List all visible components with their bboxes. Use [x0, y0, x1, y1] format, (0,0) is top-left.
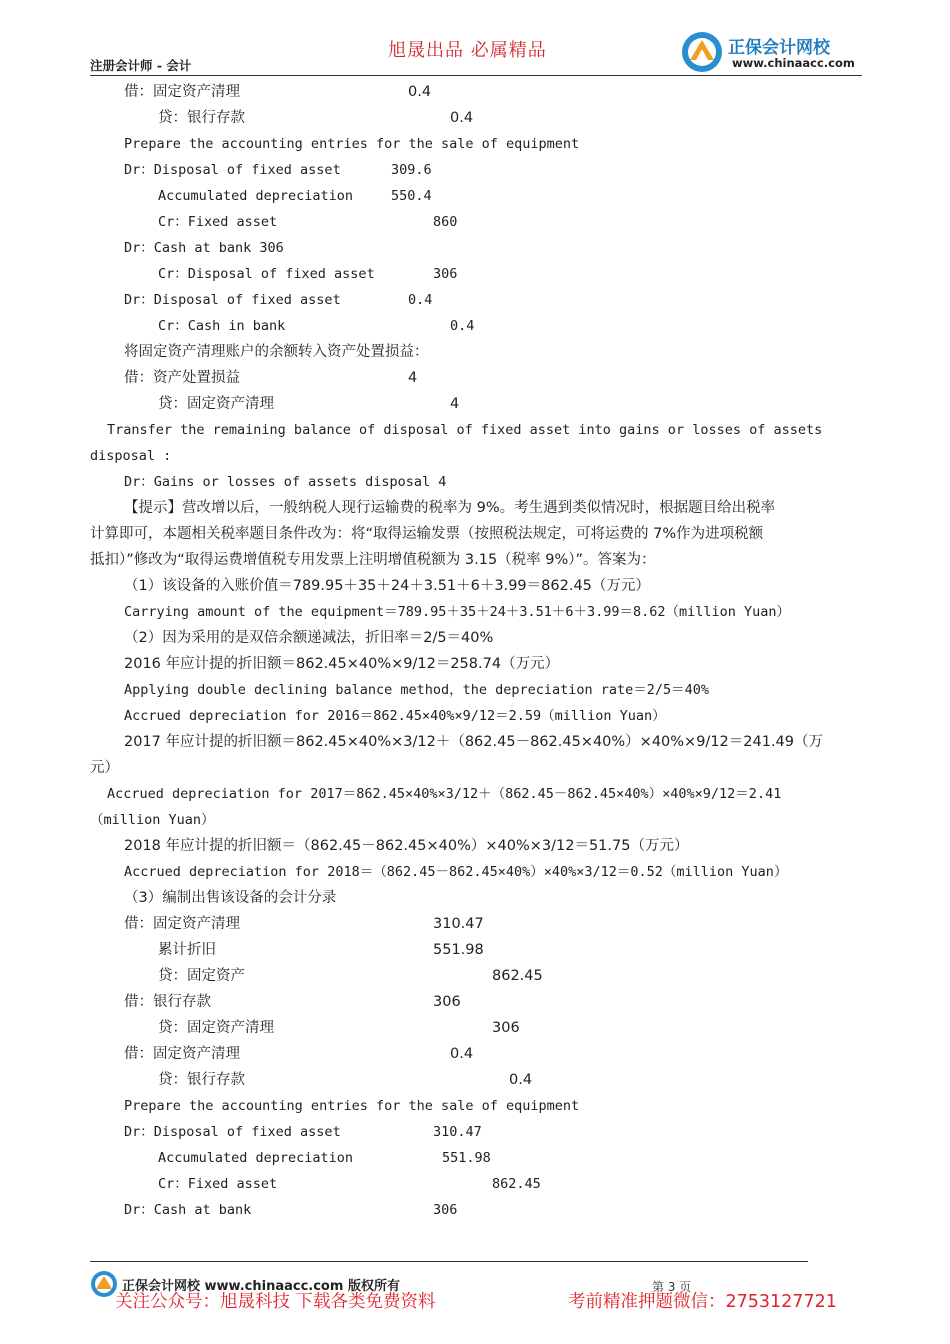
line-text: 元）: [90, 760, 119, 776]
line-text: （2）因为采用的是双倍余额递减法，折旧率＝2/5＝40%: [124, 630, 494, 646]
document-body: [90, 79, 860, 1223]
line-amount: 4: [408, 370, 418, 386]
text-line: [90, 495, 860, 521]
line-text: Applying double declining balance method，the depreciation rate＝2/5＝40%: [124, 682, 710, 698]
text-line: [90, 859, 860, 885]
line-text: Prepare the accounting entries for the sale of equipment: [124, 1098, 580, 1114]
line-text: 抵扣）”修改为“取得运费增值税专用发票上注明增值税额为 3.15（税率 9%）”。答案为：: [90, 552, 656, 568]
text-line: [90, 131, 860, 157]
text-line: [90, 1119, 860, 1145]
text-line: [90, 599, 860, 625]
text-line: [90, 261, 860, 287]
line-amount: 550.4: [391, 188, 432, 204]
text-line: [90, 547, 860, 573]
line-amount: 0.4: [450, 318, 475, 334]
line-text: Dr：Disposal of fixed asset: [124, 162, 341, 178]
line-amount: 0.4: [450, 1046, 474, 1062]
line-text: 贷：银行存款: [158, 1072, 245, 1088]
text-line: [90, 573, 860, 599]
line-text: Dr：Disposal of fixed asset: [124, 292, 341, 308]
line-amount: 310.47: [433, 916, 484, 932]
page-number: 第 3 页: [652, 1280, 692, 1294]
line-text: 2018 年应计提的折旧额＝（862.45－862.45×40%）×40%×3/12＝51.75（万元）: [124, 838, 689, 854]
text-line: [90, 235, 860, 261]
line-text: 贷：固定资产清理: [158, 396, 274, 412]
line-amount: 4: [450, 396, 460, 412]
line-text: （million Yuan）: [90, 812, 215, 828]
line-text: Cr：Fixed asset: [158, 1176, 278, 1192]
line-text: Cr：Disposal of fixed asset: [158, 266, 375, 282]
text-line: [90, 391, 860, 417]
header-slogan: 旭晟出品 必属精品: [388, 40, 547, 61]
line-amount: 0.4: [450, 110, 474, 126]
text-line: [90, 313, 860, 339]
page-header: [0, 0, 950, 80]
line-text: Cr：Cash in bank: [158, 318, 286, 334]
text-line: [90, 209, 860, 235]
line-amount: 0.4: [408, 292, 433, 308]
line-text: （3）编制出售该设备的会计分录: [124, 890, 337, 906]
line-text: Accumulated depreciation: [158, 1150, 354, 1166]
text-line: [90, 963, 860, 989]
text-line: [90, 105, 860, 131]
line-amount: 310.47: [433, 1124, 482, 1140]
text-line: [90, 1093, 860, 1119]
text-line: [90, 287, 860, 313]
text-line: [90, 885, 860, 911]
text-line: [90, 1197, 860, 1223]
text-line: [90, 365, 860, 391]
line-amount: 862.45: [492, 1176, 541, 1192]
line-text: Carrying amount of the equipment＝789.95＋35＋24＋3.51＋6＋3.99＝8.62（million Yuan）: [124, 604, 791, 620]
text-line: [90, 677, 860, 703]
line-amount: 551.98: [433, 942, 484, 958]
text-line: [90, 417, 860, 443]
text-line: [90, 1145, 860, 1171]
line-text: 将固定资产清理账户的余额转入资产处置损益：: [124, 344, 429, 360]
line-text: 借：固定资产清理: [124, 916, 240, 932]
chinaacc-logo-icon: [680, 30, 724, 74]
line-amount: 0.4: [509, 1072, 533, 1088]
line-text: Dr：Gains or losses of assets disposal 4: [124, 474, 447, 490]
line-text: 累计折旧: [158, 942, 216, 958]
text-line: [90, 1015, 860, 1041]
line-text: Dr：Cash at bank: [124, 1202, 252, 1218]
line-text: 借：银行存款: [124, 994, 211, 1010]
header-subject: 注册会计师 - 会计: [90, 58, 192, 73]
line-amount: 862.45: [492, 968, 543, 984]
line-text: 【提示】营改增以后，一般纳税人现行运输费的税率为 9%。考生遇到类似情况时，根据题目给出税率: [124, 500, 776, 516]
line-text: Prepare the accounting entries for the sale of equipment: [124, 136, 580, 152]
text-line: [90, 469, 860, 495]
text-line: [90, 1067, 860, 1093]
text-line: [90, 157, 860, 183]
text-line: [90, 651, 860, 677]
text-line: [90, 911, 860, 937]
watermark-right: 考前精准押题微信：2753127721: [568, 1292, 837, 1312]
line-text: Accrued depreciation for 2017＝862.45×40%×3/12＋（862.45－862.45×40%）×40%×9/12＝2.41: [107, 786, 782, 802]
brand-logo[interactable]: [680, 30, 862, 74]
line-text: Dr：Disposal of fixed asset: [124, 1124, 341, 1140]
line-text: 借：固定资产清理: [124, 84, 240, 100]
text-line: [90, 1041, 860, 1067]
line-amount: 0.4: [408, 84, 432, 100]
line-amount: 309.6: [391, 162, 432, 178]
line-text: 2017 年应计提的折旧额＝862.45×40%×3/12＋（862.45－862.45×40%）×40%×9/12＝241.49（万: [124, 734, 824, 750]
footer-divider: [90, 1261, 808, 1262]
text-line: [90, 339, 860, 365]
watermark-left: 关注公众号：旭晟科技 下载各类免费资料: [115, 1292, 436, 1312]
line-text: 贷：固定资产: [158, 968, 245, 984]
logo-brand-name: 正保会计网校: [728, 38, 830, 58]
line-amount: 306: [433, 266, 458, 282]
line-text: Accrued depreciation for 2018＝（862.45－862.45×40%）×40%×3/12＝0.52（million Yuan）: [124, 864, 788, 880]
text-line: [90, 937, 860, 963]
text-line: [90, 807, 860, 833]
line-amount: 306: [492, 1020, 520, 1036]
footer-logo-icon: [90, 1270, 118, 1298]
line-amount: 860: [433, 214, 458, 230]
text-line: [90, 1171, 860, 1197]
text-line: [90, 703, 860, 729]
line-text: 贷：固定资产清理: [158, 1020, 274, 1036]
line-text: Dr：Cash at bank 306: [124, 240, 284, 256]
text-line: [90, 521, 860, 547]
line-text: 借：资产处置损益: [124, 370, 240, 386]
line-text: Cr：Fixed asset: [158, 214, 278, 230]
text-line: [90, 755, 860, 781]
line-amount: 551.98: [442, 1150, 491, 1166]
text-line: [90, 729, 860, 755]
text-line: [90, 79, 860, 105]
line-amount: 306: [433, 1202, 458, 1218]
footer-copyright: 正保会计网校 www.chinaacc.com 版权所有: [122, 1279, 400, 1294]
line-text: disposal :: [90, 448, 172, 464]
line-text: Accumulated depreciation: [158, 188, 354, 204]
text-line: [90, 183, 860, 209]
line-amount: 306: [433, 994, 461, 1010]
line-text: 2016 年应计提的折旧额＝862.45×40%×9/12＝258.74（万元）: [124, 656, 560, 672]
text-line: [90, 625, 860, 651]
line-text: 贷：银行存款: [158, 110, 245, 126]
text-line: [90, 989, 860, 1015]
text-line: [90, 781, 860, 807]
line-text: 计算即可，本题相关税率题目条件改为：将“取得运输发票（按照税法规定，可将运费的 7%作为进项税额: [90, 526, 764, 542]
logo-url: www.chinaacc.com: [732, 56, 855, 70]
text-line: [90, 833, 860, 859]
line-text: （1）该设备的入账价值＝789.95＋35＋24＋3.51＋6＋3.99＝862.45（万元）: [124, 578, 650, 594]
text-line: [90, 443, 860, 469]
line-text: Accrued depreciation for 2016＝862.45×40%×9/12＝2.59（million Yuan）: [124, 708, 666, 724]
header-divider: [90, 75, 862, 76]
line-text: Transfer the remaining balance of disposal of fixed asset into gains or losses of assets: [107, 422, 823, 438]
line-text: 借：固定资产清理: [124, 1046, 240, 1062]
